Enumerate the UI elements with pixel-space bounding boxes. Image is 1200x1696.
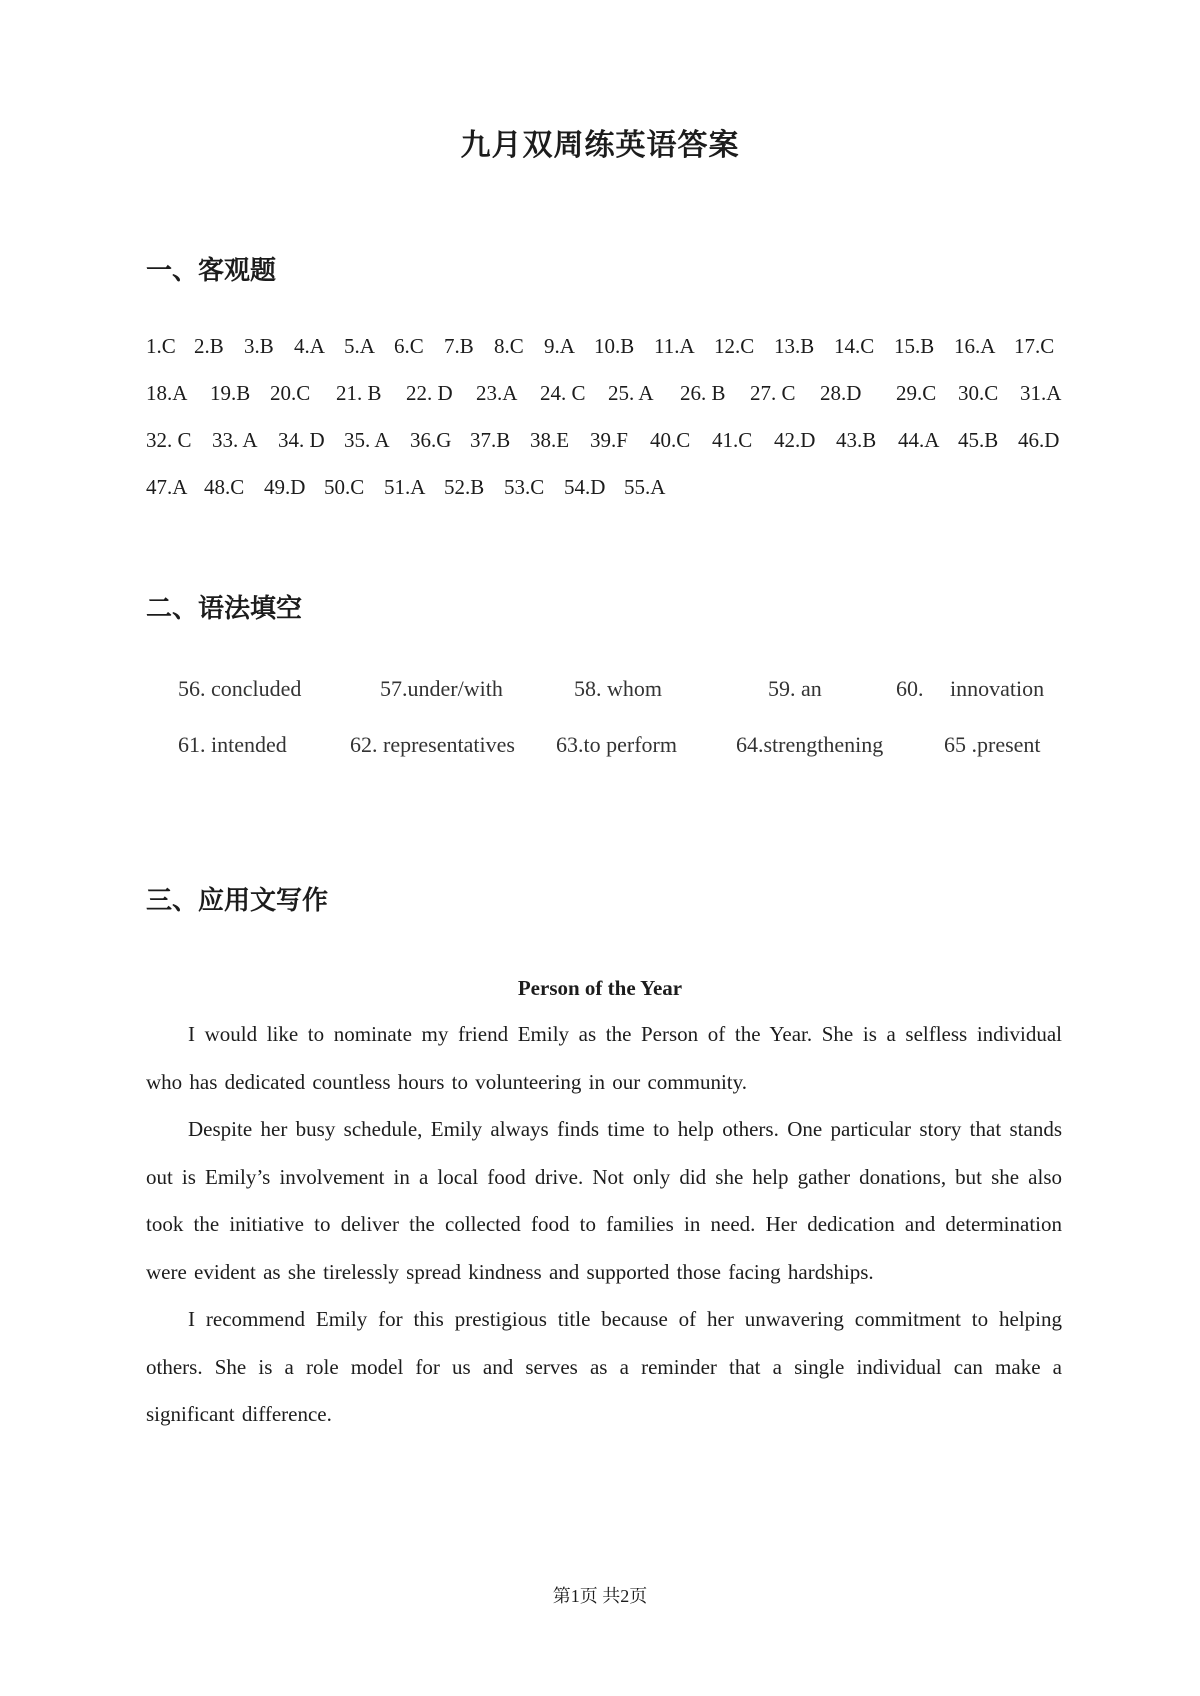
answer-item: 23.A — [476, 381, 518, 405]
answer-item: 26. B — [680, 381, 726, 405]
essay-paragraph: I recommend Emily for this prestigious title because of her unwavering commitment to helping others. She is a role model for us and serves as a reminder that a single individual can make a significant difference. — [146, 1307, 1062, 1426]
answer-item: 2.B — [194, 334, 224, 358]
page-footer: 第1页 共2页 — [552, 1586, 648, 1606]
answer-item: 45.B — [958, 428, 999, 452]
essay-title: Person of the Year — [517, 976, 683, 1000]
fill-answer: 63.to perform — [556, 732, 677, 757]
answer-item: 27. C — [750, 381, 796, 405]
answer-item: 8.C — [494, 334, 524, 358]
answer-item: 49.D — [264, 475, 306, 499]
answer-item: 34. D — [278, 428, 325, 452]
section-writing-heading: 三、应用文写作 — [146, 886, 329, 916]
answer-item: 21. B — [336, 381, 382, 405]
answer-item: 48.C — [204, 475, 245, 499]
answer-item: 19.B — [210, 381, 251, 405]
answer-item: 22. D — [406, 381, 453, 405]
answer-item: 42.D — [774, 428, 816, 452]
answer-item: 3.B — [244, 334, 274, 358]
answer-item: 29.C — [896, 381, 937, 405]
fill-answer: 61. intended — [178, 732, 287, 757]
answer-item: 55.A — [624, 475, 666, 499]
answer-item: 30.C — [958, 381, 999, 405]
fill-answer: 65 .present — [944, 732, 1041, 757]
answer-item: 44.A — [898, 428, 940, 452]
answer-item: 54.D — [564, 475, 606, 499]
answer-item: 17.C — [1014, 334, 1055, 358]
answer-item: 28.D — [820, 381, 862, 405]
fill-answer: 62. representatives — [350, 732, 515, 757]
answer-item: 5.A — [344, 334, 375, 358]
answer-item: 7.B — [444, 334, 474, 358]
answer-item: 1.C — [146, 334, 176, 358]
answer-item: 31.A — [1020, 381, 1062, 405]
answer-item: 53.C — [504, 475, 545, 499]
fill-answer: 64.strengthening — [736, 732, 884, 757]
answer-item: 9.A — [544, 334, 575, 358]
answer-item: 35. A — [344, 428, 390, 452]
answer-item: 33. A — [212, 428, 258, 452]
fill-answer: 57.under/with — [380, 676, 503, 701]
answer-item: 38.E — [530, 428, 570, 452]
answer-item: 32. C — [146, 428, 192, 452]
answer-item: 51.A — [384, 475, 426, 499]
answer-item: 24. C — [540, 381, 586, 405]
answer-item: 18.A — [146, 381, 188, 405]
answer-item: 50.C — [324, 475, 365, 499]
answer-item: 47.A — [146, 475, 188, 499]
fill-answer: 60. — [896, 676, 924, 701]
fill-answer: 58. whom — [574, 676, 662, 701]
answer-item: 4.A — [294, 334, 325, 358]
answer-item: 6.C — [394, 334, 424, 358]
essay-paragraph: I would like to nominate my friend Emily as the Person of the Year. She is a selfless individual who has dedicated countless hours to volunteering in our community. — [146, 1022, 1062, 1094]
answer-item: 40.C — [650, 428, 691, 452]
answer-item: 25. A — [608, 381, 654, 405]
answer-item: 13.B — [774, 334, 815, 358]
answer-item: 16.A — [954, 334, 996, 358]
section-objective-heading: 一、客观题 — [146, 256, 277, 286]
answer-item: 36.G — [410, 428, 452, 452]
answer-item: 37.B — [470, 428, 511, 452]
document-title: 九月双周练英语答案 — [460, 128, 740, 163]
fill-answer: 56. concluded — [178, 676, 302, 701]
answer-item: 12.C — [714, 334, 755, 358]
section-grammar-heading: 二、语法填空 — [146, 594, 303, 624]
answer-item: 52.B — [444, 475, 485, 499]
fill-answer: innovation — [950, 676, 1045, 701]
answer-item: 41.C — [712, 428, 753, 452]
answer-item: 15.B — [894, 334, 935, 358]
answer-item: 14.C — [834, 334, 875, 358]
answer-item: 39.F — [590, 428, 628, 452]
fill-answer: 59. an — [768, 676, 822, 701]
answer-item: 10.B — [594, 334, 635, 358]
answer-item: 46.D — [1018, 428, 1060, 452]
essay-paragraph: Despite her busy schedule, Emily always finds time to help others. One particular story that stands out is Emily’s involvement in a local food drive. Not only did she help gather donations, but she also took the initiative to deliver the collected food to families in need. Her dedication and determination were evident as she tirelessly spread kindness and supported those facing hardships. — [146, 1117, 1062, 1284]
answer-item: 20.C — [270, 381, 311, 405]
answer-item: 11.A — [654, 334, 695, 358]
answer-item: 43.B — [836, 428, 877, 452]
